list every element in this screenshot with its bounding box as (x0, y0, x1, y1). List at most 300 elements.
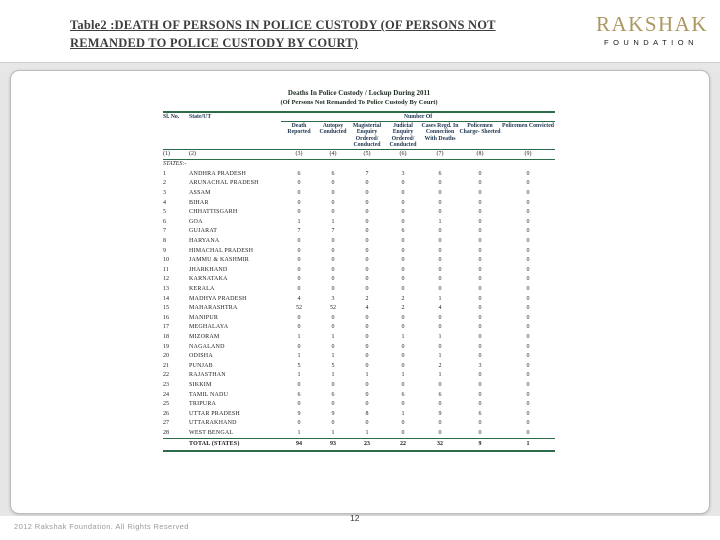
value-cell: 0 (478, 372, 482, 379)
serial-cell: 28 (163, 429, 169, 436)
table-row (163, 170, 555, 180)
value-cell: 94 (281, 439, 317, 452)
state-cell: KARNATAKA (189, 276, 228, 283)
value-cell: 0 (438, 429, 442, 436)
value-cell: 0 (526, 391, 530, 398)
serial-cell: 13 (163, 285, 169, 292)
value-cell: 6 (331, 391, 335, 398)
serial-cell: 21 (163, 362, 169, 369)
serial-cell: 27 (163, 420, 169, 427)
state-cell: MADHYA PRADESH (189, 295, 247, 302)
value-cell: 0 (526, 180, 530, 187)
value-cell: 0 (331, 266, 335, 273)
state-cell: TAMIL NADU (189, 391, 229, 398)
column-number: (7) (421, 149, 459, 160)
table-row (163, 362, 555, 372)
column-number: (1) (163, 149, 189, 160)
value-cell: 0 (438, 285, 442, 292)
serial-cell: 11 (163, 266, 169, 273)
value-cell: 0 (478, 170, 482, 177)
value-cell: 6 (401, 391, 405, 398)
value-cell: 0 (478, 285, 482, 292)
value-cell: 0 (526, 295, 530, 302)
value-cell: 0 (331, 257, 335, 264)
value-cell: 0 (401, 285, 405, 292)
value-cell: 6 (297, 391, 301, 398)
state-cell: JAMMU & KASHMIR (189, 257, 250, 264)
table-row (163, 381, 555, 391)
serial-cell: 14 (163, 295, 169, 302)
value-cell: 0 (297, 276, 301, 283)
value-cell: 0 (438, 180, 442, 187)
value-cell: 6 (438, 391, 442, 398)
table-row (163, 410, 555, 420)
value-cell: 0 (478, 199, 482, 206)
value-cell: 1 (501, 439, 555, 452)
state-cell: ODISHA (189, 353, 213, 360)
value-cell: 0 (297, 247, 301, 254)
value-cell: 0 (365, 190, 369, 197)
value-cell: 1 (297, 333, 301, 340)
value-cell: 0 (365, 180, 369, 187)
copyright-text: 2012 Rakshak Foundation. All Rights Reserved (14, 522, 189, 531)
serial-cell: 20 (163, 353, 169, 360)
value-cell: 32 (421, 439, 459, 452)
value-cell: 0 (401, 266, 405, 273)
serial-cell: 16 (163, 314, 169, 321)
value-cell: 0 (478, 218, 482, 225)
serial-cell: 10 (163, 257, 169, 264)
value-cell: 6 (478, 410, 482, 417)
value-cell: 0 (438, 238, 442, 244)
serial-cell: 4 (163, 199, 166, 206)
state-cell: HIMACHAL PRADESH (189, 247, 254, 254)
value-cell: 3 (478, 362, 482, 369)
state-cell: SIKKIM (189, 381, 212, 388)
table-row (163, 285, 555, 295)
state-cell: CHHATTISGARH (189, 209, 238, 216)
logo-wordmark: RAKSHAK (596, 12, 709, 36)
value-cell: 0 (401, 401, 405, 408)
state-cell: MIZORAM (189, 333, 220, 340)
custody-table-figure (163, 88, 555, 452)
slide-title-line2: REMANDED TO POLICE CUSTODY BY COURT) (70, 36, 359, 51)
serial-cell: 15 (163, 305, 169, 312)
value-cell: 0 (401, 420, 405, 427)
value-cell: 0 (438, 276, 442, 283)
value-cell: 9 (331, 410, 335, 417)
state-cell: TOTAL (STATES) (189, 439, 281, 452)
serial-cell (163, 439, 189, 452)
table-row (163, 208, 555, 218)
value-cell: 0 (478, 180, 482, 187)
value-cell: 0 (526, 285, 530, 292)
state-cell: ANDHRA PRADESH (189, 170, 246, 177)
table-row (163, 247, 555, 257)
value-cell: 1 (401, 372, 405, 379)
value-cell: 0 (401, 314, 405, 321)
value-cell: 0 (331, 420, 335, 427)
value-cell: 0 (526, 314, 530, 321)
state-cell: ASSAM (189, 190, 211, 197)
value-cell: 0 (478, 266, 482, 273)
state-cell: KERALA (189, 285, 215, 292)
value-cell: 0 (478, 314, 482, 321)
value-cell: 1 (365, 429, 369, 436)
value-cell: 9 (297, 410, 301, 417)
value-cell: 1 (297, 218, 301, 225)
value-cell: 0 (526, 381, 530, 388)
value-cell: 4 (297, 295, 301, 302)
logo-subtitle: FOUNDATION (603, 38, 699, 47)
state-cell: ARUNACHAL PRADESH (189, 180, 259, 187)
column-header: Policemen Convicted (502, 122, 555, 129)
value-cell: 0 (365, 391, 369, 398)
value-cell: 0 (297, 190, 301, 197)
value-cell: 0 (526, 353, 530, 360)
table-row (163, 237, 555, 247)
column-number: (6) (385, 149, 421, 160)
serial-cell: 2 (163, 180, 166, 187)
value-cell: 7 (331, 228, 335, 235)
value-cell: 0 (331, 209, 335, 216)
value-cell: 0 (478, 391, 482, 398)
value-cell: 9 (459, 439, 501, 452)
value-cell: 0 (526, 410, 530, 417)
value-cell: 0 (297, 401, 301, 408)
value-cell: 0 (331, 401, 335, 408)
value-cell: 0 (478, 305, 482, 312)
column-number: (8) (459, 149, 501, 160)
value-cell: 0 (365, 285, 369, 292)
table-row (163, 295, 555, 305)
value-cell: 0 (365, 266, 369, 273)
table-row (163, 189, 555, 199)
value-cell: 0 (331, 180, 335, 187)
table-row (163, 304, 555, 314)
state-cell: GOA (189, 218, 203, 225)
value-cell: 0 (478, 401, 482, 408)
value-cell: 0 (478, 324, 482, 331)
value-cell: 1 (331, 429, 335, 436)
state-cell: GUJARAT (189, 228, 218, 235)
value-cell: 0 (526, 247, 530, 254)
value-cell: 0 (331, 247, 335, 254)
value-cell: 0 (438, 420, 442, 427)
table-row (163, 419, 555, 429)
value-cell: 0 (526, 372, 530, 379)
value-cell: 0 (365, 276, 369, 283)
table-row (163, 371, 555, 381)
value-cell: 1 (401, 410, 405, 417)
value-cell: 0 (438, 324, 442, 331)
state-cell: JHARKHAND (189, 266, 228, 273)
page-number: 12 (350, 513, 360, 523)
value-cell: 0 (365, 333, 369, 340)
value-cell: 0 (401, 180, 405, 187)
table-row (163, 333, 555, 343)
column-number: (3) (281, 149, 317, 160)
value-cell: 0 (297, 257, 301, 264)
table-row (163, 323, 555, 333)
state-cell: UTTAR PRADESH (189, 410, 240, 417)
total-row (163, 439, 555, 452)
deaths-in-police-custody-table (163, 111, 555, 452)
value-cell: 2 (438, 362, 442, 369)
value-cell: 4 (438, 305, 442, 312)
serial-cell: 1 (163, 170, 166, 177)
value-cell: 0 (526, 333, 530, 340)
value-cell: 8 (365, 410, 369, 417)
value-cell: 0 (365, 420, 369, 427)
value-cell: 0 (438, 228, 442, 235)
value-cell: 0 (365, 362, 369, 369)
value-cell: 0 (526, 228, 530, 235)
table-body (163, 160, 555, 452)
value-cell: 0 (365, 324, 369, 331)
value-cell: 0 (526, 420, 530, 427)
value-cell: 1 (365, 372, 369, 379)
serial-cell: 25 (163, 401, 169, 408)
value-cell: 0 (401, 324, 405, 331)
table-row (163, 352, 555, 362)
value-cell: 1 (401, 333, 405, 340)
value-cell: 0 (478, 429, 482, 436)
state-cell: MEGHALAYA (189, 324, 229, 331)
value-cell: 0 (297, 343, 301, 350)
table-row (163, 266, 555, 276)
value-cell: 0 (297, 420, 301, 427)
serial-cell: 6 (163, 218, 166, 225)
serial-cell: 9 (163, 247, 166, 254)
value-cell: 0 (526, 343, 530, 350)
table-title: Deaths In Police Custody / Lockup During 2011 (287, 89, 431, 97)
value-cell: 1 (331, 333, 335, 340)
state-cell: HARYANA (189, 238, 220, 244)
table-row (163, 391, 555, 401)
value-cell: 1 (331, 353, 335, 360)
value-cell: 1 (438, 372, 442, 379)
value-cell: 0 (401, 209, 405, 216)
value-cell: 1 (331, 218, 335, 225)
table-row (163, 314, 555, 324)
value-cell: 52 (296, 305, 302, 312)
value-cell: 0 (365, 238, 369, 244)
col-header-state-ut: State/UT (189, 114, 212, 121)
value-cell: 0 (401, 257, 405, 264)
value-cell: 0 (478, 238, 482, 244)
column-number: (9) (501, 149, 555, 160)
value-cell: 0 (478, 353, 482, 360)
value-cell: 0 (401, 199, 405, 206)
value-cell: 1 (297, 372, 301, 379)
table-row (163, 429, 555, 439)
value-cell: 0 (401, 353, 405, 360)
value-cell: 0 (331, 324, 335, 331)
value-cell: 0 (401, 190, 405, 197)
value-cell: 1 (438, 333, 442, 340)
slide-title-line1: Table2 :DEATH OF PERSONS IN POLICE CUSTODY (OF PERSONS NOT (70, 18, 496, 32)
value-cell: 0 (365, 343, 369, 350)
value-cell: 0 (438, 199, 442, 206)
value-cell: 0 (478, 190, 482, 197)
serial-cell: 8 (163, 238, 166, 244)
value-cell: 0 (297, 381, 301, 388)
value-cell: 6 (331, 170, 335, 177)
state-cell: TRIPURA (189, 401, 217, 408)
value-cell: 0 (297, 199, 301, 206)
value-cell: 1 (297, 429, 301, 436)
column-header: Magisterial Enquiry Ordered/ Conducted (352, 122, 382, 149)
value-cell: 0 (297, 285, 301, 292)
table-row (163, 343, 555, 353)
section-label: STATES:- (163, 161, 187, 168)
column-number: (4) (317, 149, 349, 160)
value-cell: 0 (331, 190, 335, 197)
state-cell: BIHAR (189, 199, 209, 206)
value-cell: 7 (297, 228, 301, 235)
value-cell: 4 (365, 305, 369, 312)
value-cell: 0 (401, 381, 405, 388)
table-header (163, 112, 555, 160)
value-cell: 0 (365, 314, 369, 321)
value-cell: 0 (526, 362, 530, 369)
value-cell: 0 (401, 343, 405, 350)
value-cell: 0 (478, 295, 482, 302)
value-cell: 2 (401, 295, 405, 302)
value-cell: 0 (365, 228, 369, 235)
value-cell: 2 (401, 305, 405, 312)
slide-header (0, 0, 720, 62)
value-cell: 0 (526, 190, 530, 197)
value-cell: 1 (438, 218, 442, 225)
serial-cell: 7 (163, 228, 166, 235)
value-cell: 5 (297, 362, 301, 369)
value-cell: 0 (526, 276, 530, 283)
value-cell: 0 (297, 238, 301, 244)
state-cell: PUNJAB (189, 362, 213, 369)
value-cell: 0 (526, 401, 530, 408)
value-cell: 0 (526, 218, 530, 225)
value-cell: 0 (297, 324, 301, 331)
value-cell: 0 (401, 247, 405, 254)
value-cell: 0 (478, 209, 482, 216)
value-cell: 0 (438, 381, 442, 388)
serial-cell: 19 (163, 343, 169, 350)
value-cell: 0 (526, 199, 530, 206)
column-number-row (163, 149, 555, 160)
serial-cell: 23 (163, 381, 169, 388)
value-cell: 0 (526, 238, 530, 244)
value-cell: 0 (478, 381, 482, 388)
value-cell: 5 (331, 362, 335, 369)
value-cell: 1 (438, 295, 442, 302)
value-cell: 0 (438, 401, 442, 408)
table-row (163, 227, 555, 237)
value-cell: 3 (401, 170, 405, 177)
value-cell: 0 (438, 257, 442, 264)
table-row (163, 179, 555, 189)
value-cell: 1 (297, 353, 301, 360)
value-cell: 0 (478, 420, 482, 427)
value-cell: 6 (297, 170, 301, 177)
value-cell: 0 (365, 209, 369, 216)
value-cell: 0 (526, 170, 530, 177)
column-header: Judicial Enquiry Ordered/ Conducted (389, 122, 417, 149)
value-cell: 93 (317, 439, 349, 452)
value-cell: 0 (365, 353, 369, 360)
value-cell: 0 (526, 266, 530, 273)
table-row (163, 275, 555, 285)
value-cell: 0 (526, 209, 530, 216)
value-cell: 0 (331, 199, 335, 206)
value-cell: 0 (331, 381, 335, 388)
table-row (163, 256, 555, 266)
value-cell: 52 (330, 305, 336, 312)
value-cell: 0 (478, 343, 482, 350)
value-cell: 0 (365, 218, 369, 225)
serial-cell: 22 (163, 372, 169, 379)
column-header: Policemen Charge- Sheeted (459, 122, 501, 136)
value-cell: 0 (331, 285, 335, 292)
value-cell: 3 (331, 295, 335, 302)
value-cell: 0 (401, 429, 405, 436)
value-cell: 0 (297, 314, 301, 321)
column-header: Cases Regd. In Connection With Deaths (421, 122, 459, 142)
value-cell: 0 (438, 343, 442, 350)
value-cell: 0 (438, 190, 442, 197)
table-subtitle: (Of Persons Not Remanded To Police Custody By Court) (280, 99, 438, 107)
value-cell: 0 (526, 305, 530, 312)
value-cell: 0 (331, 276, 335, 283)
value-cell: 0 (478, 247, 482, 254)
value-cell: 0 (478, 333, 482, 340)
column-header: Death Reported (287, 122, 311, 136)
value-cell: 0 (401, 362, 405, 369)
value-cell: 0 (365, 381, 369, 388)
serial-cell: 3 (163, 190, 166, 197)
value-cell: 0 (526, 429, 530, 436)
value-cell: 0 (331, 238, 335, 244)
value-cell: 0 (478, 257, 482, 264)
value-cell: 0 (365, 247, 369, 254)
value-cell: 6 (401, 228, 405, 235)
serial-cell: 17 (163, 324, 169, 331)
group-header-row (163, 112, 555, 121)
value-cell: 0 (438, 266, 442, 273)
state-cell: WEST BENGAL (189, 429, 234, 436)
table-row (163, 400, 555, 410)
value-cell: 1 (331, 372, 335, 379)
section-label-row (163, 160, 555, 170)
value-cell: 23 (349, 439, 385, 452)
col-header-sl-no: Sl. No. (163, 114, 180, 121)
value-cell: 0 (297, 266, 301, 273)
value-cell: 0 (331, 314, 335, 321)
value-cell: 9 (438, 410, 442, 417)
table-row (163, 218, 555, 228)
state-cell: NAGALAND (189, 343, 225, 350)
serial-cell: 12 (163, 276, 169, 283)
state-cell: RAJASTHAN (189, 372, 226, 379)
value-cell: 0 (365, 199, 369, 206)
value-cell: 0 (526, 324, 530, 331)
column-number: (5) (349, 149, 385, 160)
value-cell: 0 (438, 247, 442, 254)
col-group-header-number-of: Number Of (281, 112, 555, 121)
column-number: (2) (189, 149, 281, 160)
value-cell: 1 (438, 353, 442, 360)
